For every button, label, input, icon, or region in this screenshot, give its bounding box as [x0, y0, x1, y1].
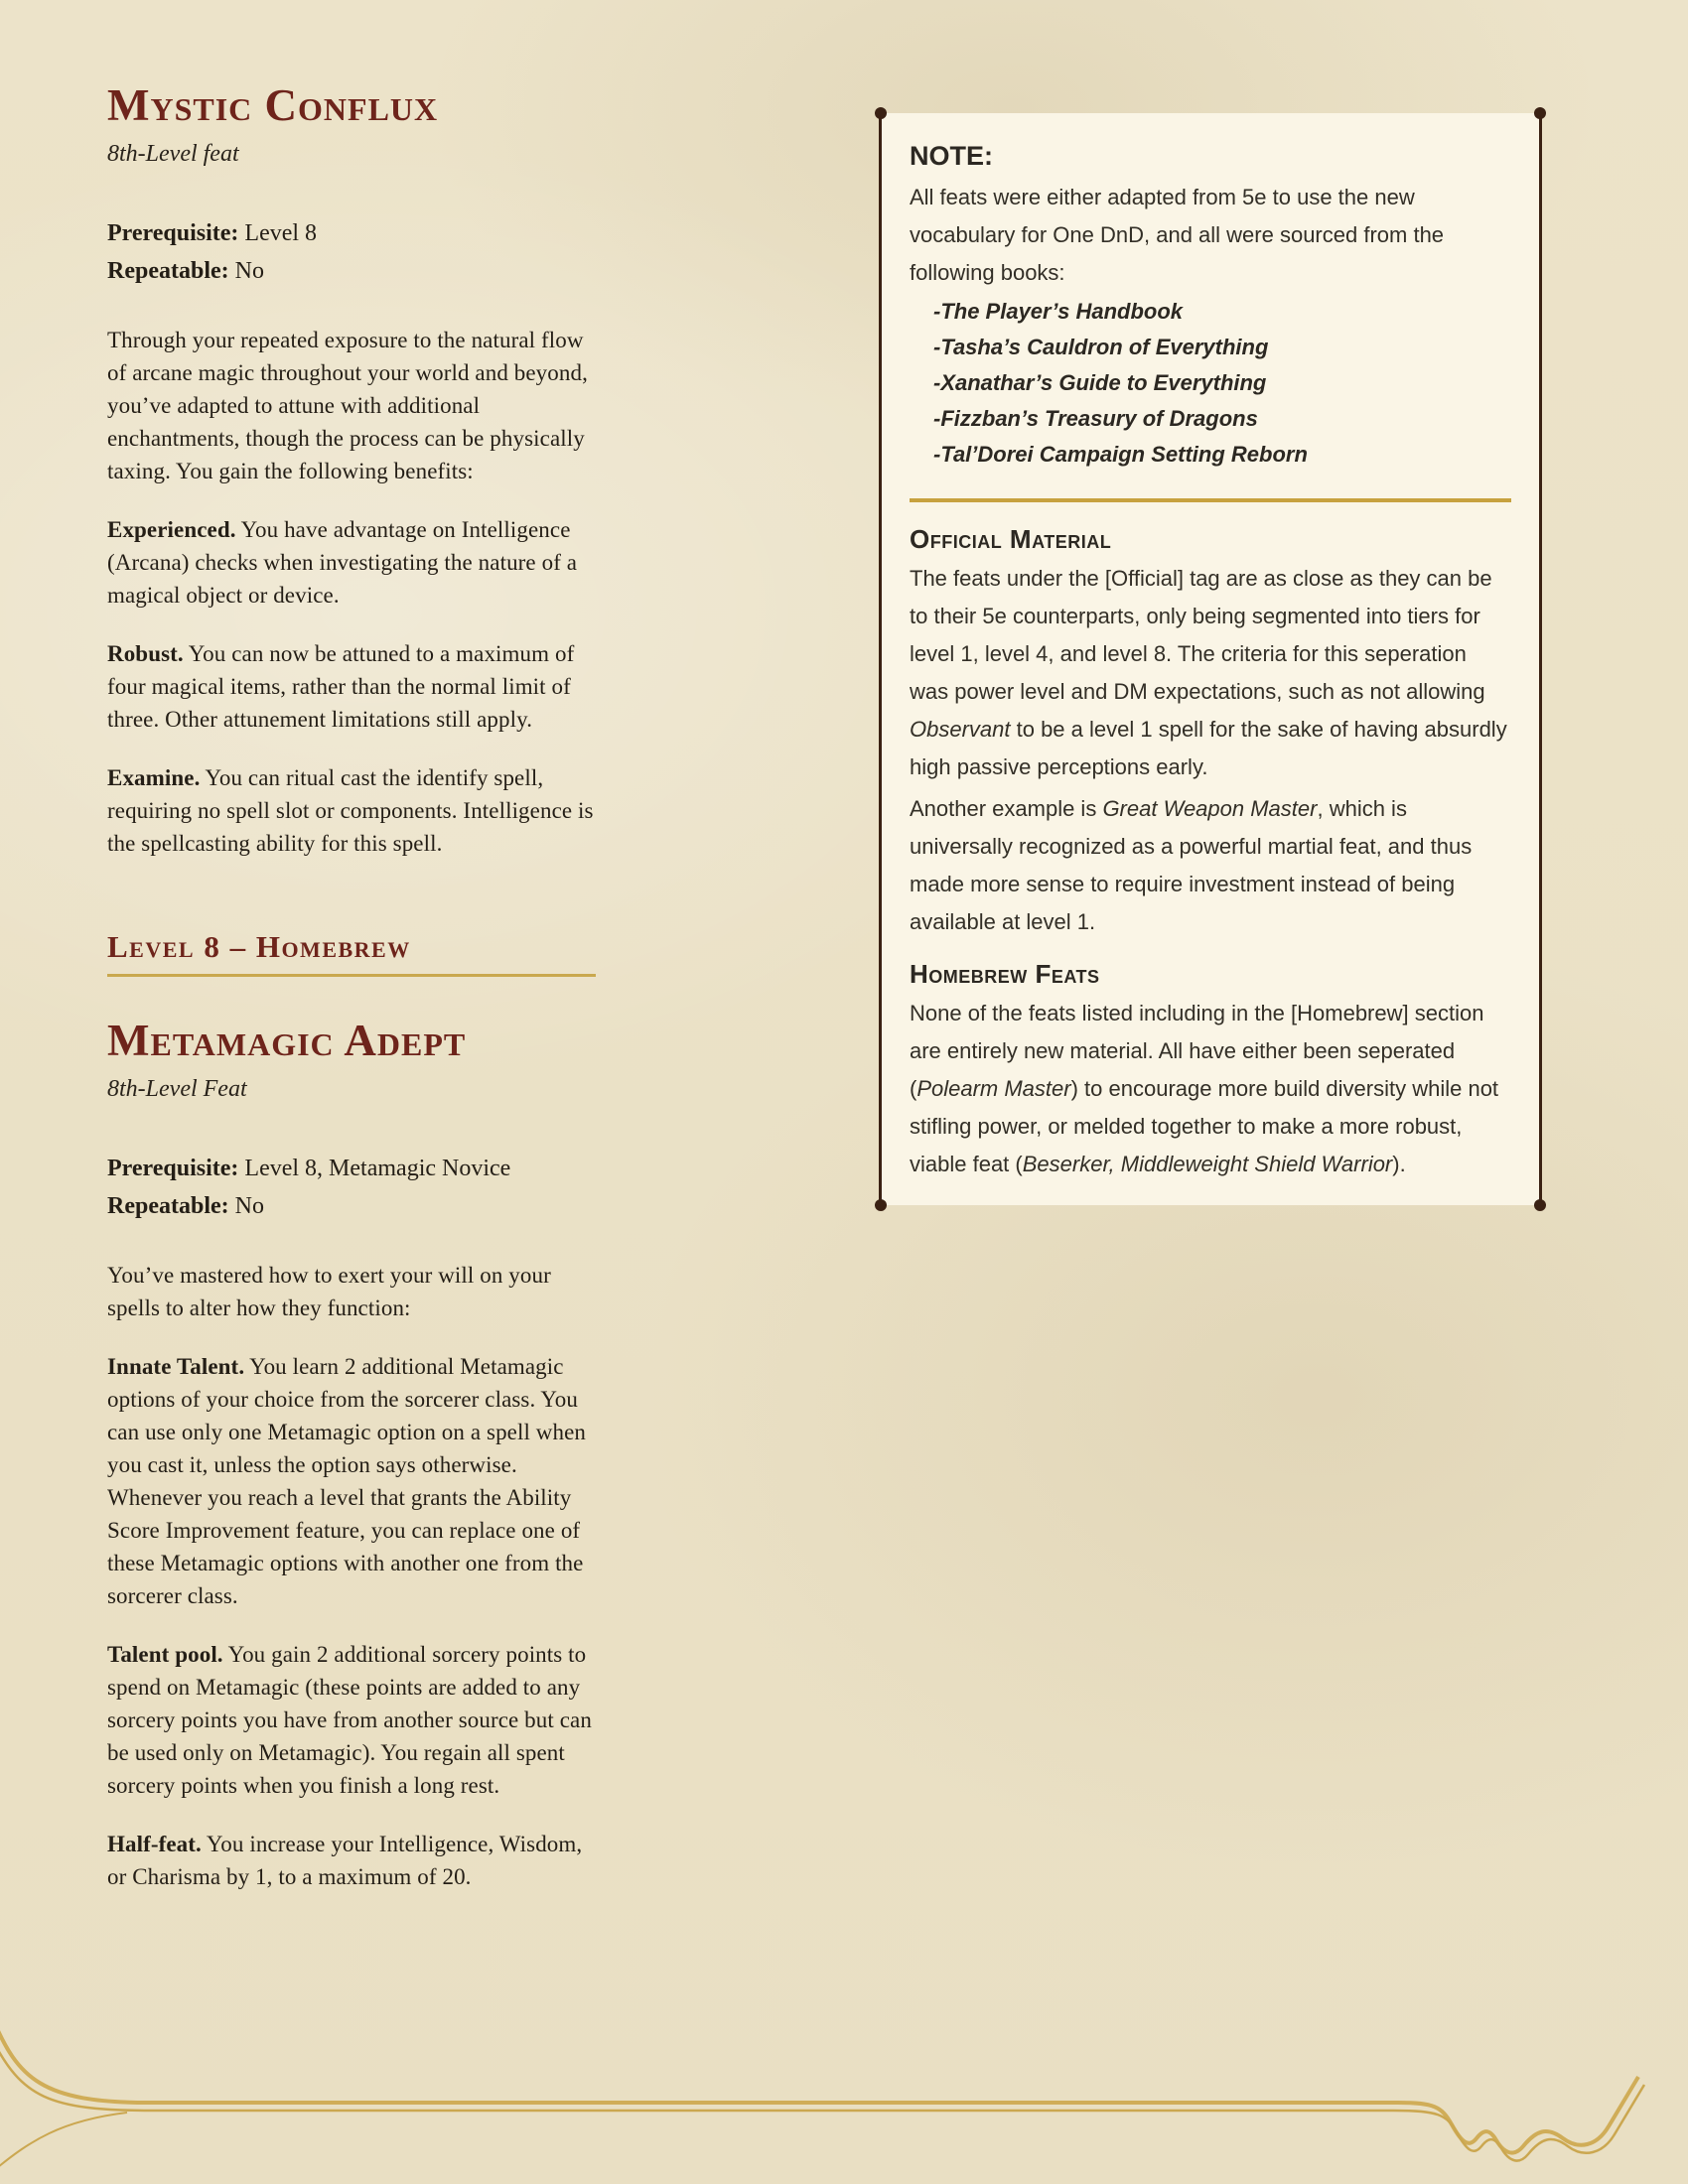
benefit-robust: [107, 637, 596, 736]
homebrew-feats-heading: Homebrew Feats: [910, 959, 1100, 989]
flourish-line-top: [0, 2017, 1638, 2153]
note-title: NOTE:: [910, 141, 993, 171]
text-segment: The feats under the [Official] tag are as close as they can be to their 5e counterparts, only being segmented into tiers for level 1, level 4, and level 8. The criteria for this seperation was power level and DM expectations, such as not allowing: [910, 566, 1492, 704]
text-segment: ) to encourage more build diversity while not stifling power, or melded together to make a more robust, viable feat (: [910, 1076, 1499, 1176]
note-box: [879, 113, 1542, 1205]
benefit-name: Examine.: [107, 765, 201, 790]
text-segment: None of the feats listed including in the [Homebrew] section are entirely new material. All have either been seperated (: [910, 1001, 1484, 1101]
benefit-name: Experienced.: [107, 517, 236, 542]
benefit-text: You can now be attuned to a maximum of four magical items, rather than the normal limit of three. Other attunement limitations still apply.: [107, 641, 575, 732]
prerequisite-label: Prerequisite:: [107, 220, 239, 246]
note-box-corner-dot: [875, 1199, 887, 1211]
benefit-name: Innate Talent.: [107, 1354, 245, 1379]
benefit-text: You gain 2 additional sorcery points to spend on Metamagic (these points are added to any sorcery points you have from another source but can be used only on Metamagic). You regain all spent sorcery points when you finish a long rest.: [107, 1642, 592, 1798]
prerequisite-line: [107, 214, 596, 252]
benefit-talent-pool: [107, 1638, 596, 1802]
book-list-item: [910, 330, 1511, 365]
left-column: [107, 79, 596, 1893]
list-dash: -: [933, 442, 941, 467]
italic-term: Great Weapon Master: [1102, 796, 1318, 821]
prerequisite-line: [107, 1150, 596, 1187]
feat-subtitle: 8th-Level feat: [107, 141, 239, 167]
footer-flourish: [0, 2015, 1688, 2184]
note-box-corner-dot: [1534, 1199, 1546, 1211]
repeatable-label: Repeatable:: [107, 258, 229, 284]
feat-title-metamagic-adept: Metamagic Adept: [107, 1016, 467, 1065]
list-dash: -: [933, 299, 941, 324]
repeatable-line: [107, 1187, 596, 1225]
benefit-examine: [107, 761, 596, 860]
repeatable-line: [107, 252, 596, 290]
official-material-paragraph-1: [910, 560, 1511, 786]
benefit-experienced: [107, 513, 596, 612]
text-segment: , which is universally recognized as a powerful martial feat, and thus made more sense to require investment instead of being available at level 1.: [910, 796, 1473, 934]
book-title: Tal’Dorei Campaign Setting Reborn: [940, 442, 1308, 467]
book-title: Tasha’s Cauldron of Everything: [940, 335, 1269, 359]
official-material-heading: Official Material: [910, 524, 1112, 554]
book-list-item: [910, 294, 1511, 330]
text-segment: Another example is: [910, 796, 1103, 821]
source-book-list: [910, 294, 1511, 473]
benefit-text: You have advantage on Intelligence (Arcana) checks when investigating the nature of a magical object or device.: [107, 517, 578, 608]
feat-title-mystic-conflux: Mystic Conflux: [107, 80, 439, 130]
feat-requirements: [107, 214, 596, 290]
italic-term: Beserker, Middleweight Shield Warrior: [1022, 1152, 1393, 1176]
benefit-name: Half-feat.: [107, 1832, 202, 1856]
official-material-paragraph-2: [910, 790, 1511, 941]
repeatable-value: No: [234, 1193, 264, 1219]
benefit-text: You increase your Intelligence, Wisdom, or Charisma by 1, to a maximum of 20.: [107, 1832, 583, 1889]
homebrew-feats-paragraph: [910, 995, 1511, 1183]
prerequisite-value: Level 8: [244, 220, 318, 246]
benefit-innate-talent: [107, 1350, 596, 1612]
text-segment: ).: [1392, 1152, 1406, 1176]
text-segment: to be a level 1 spell for the sake of having absurdly high passive perceptions early.: [910, 717, 1507, 779]
italic-term: Observant: [910, 717, 1011, 742]
note-intro: All feats were either adapted from 5e to use the new vocabulary for One DnD, and all were sourced from the following books:: [910, 185, 1445, 285]
feat-subtitle: 8th-Level Feat: [107, 1076, 247, 1102]
feat-intro-paragraph: You’ve mastered how to exert your will on your spells to alter how they function:: [107, 1263, 551, 1320]
list-dash: -: [933, 406, 941, 431]
book-title: Xanathar’s Guide to Everything: [940, 370, 1267, 395]
book-list-item: [910, 401, 1511, 437]
benefit-name: Robust.: [107, 641, 184, 666]
benefit-name: Talent pool.: [107, 1642, 223, 1667]
gold-divider: [910, 498, 1511, 502]
list-dash: -: [933, 335, 941, 359]
repeatable-label: Repeatable:: [107, 1193, 229, 1219]
book-title: The Player’s Handbook: [940, 299, 1184, 324]
flourish-left-tail: [0, 2113, 127, 2172]
book-title: Fizzban’s Treasury of Dragons: [940, 406, 1258, 431]
note-box-corner-dot: [875, 107, 887, 119]
benefit-text: You learn 2 additional Metamagic options of your choice from the sorcerer class. You can use only one Metamagic option on a spell when you cast it, unless the option says otherwise. Whenever you reach a level that grants the Ability Score Improvement feature, you can replace one of these Metamagic options with another one from the sorcerer class.: [107, 1354, 587, 1608]
prerequisite-label: Prerequisite:: [107, 1156, 239, 1181]
repeatable-value: No: [234, 258, 264, 284]
italic-term: Polearm Master: [916, 1076, 1071, 1101]
feat-requirements: [107, 1150, 596, 1225]
book-list-item: [910, 437, 1511, 473]
note-box-corner-dot: [1534, 107, 1546, 119]
feat-intro-paragraph: Through your repeated exposure to the natural flow of arcane magic throughout your world and beyond, you’ve adapted to attune with additional enchantments, though the process can be physically taxing. You gain the following benefits:: [107, 328, 588, 483]
prerequisite-value: Level 8, Metamagic Novice: [244, 1156, 511, 1181]
list-dash: -: [933, 370, 941, 395]
benefit-text: You can ritual cast the identify spell, requiring no spell slot or components. Intelligence is the spellcasting ability for this spell.: [107, 765, 594, 856]
book-list-item: [910, 365, 1511, 401]
section-header-level-8-homebrew: Level 8 – Homebrew: [107, 927, 596, 977]
flourish-line-bottom: [0, 2039, 1644, 2161]
benefit-half-feat: [107, 1828, 596, 1893]
